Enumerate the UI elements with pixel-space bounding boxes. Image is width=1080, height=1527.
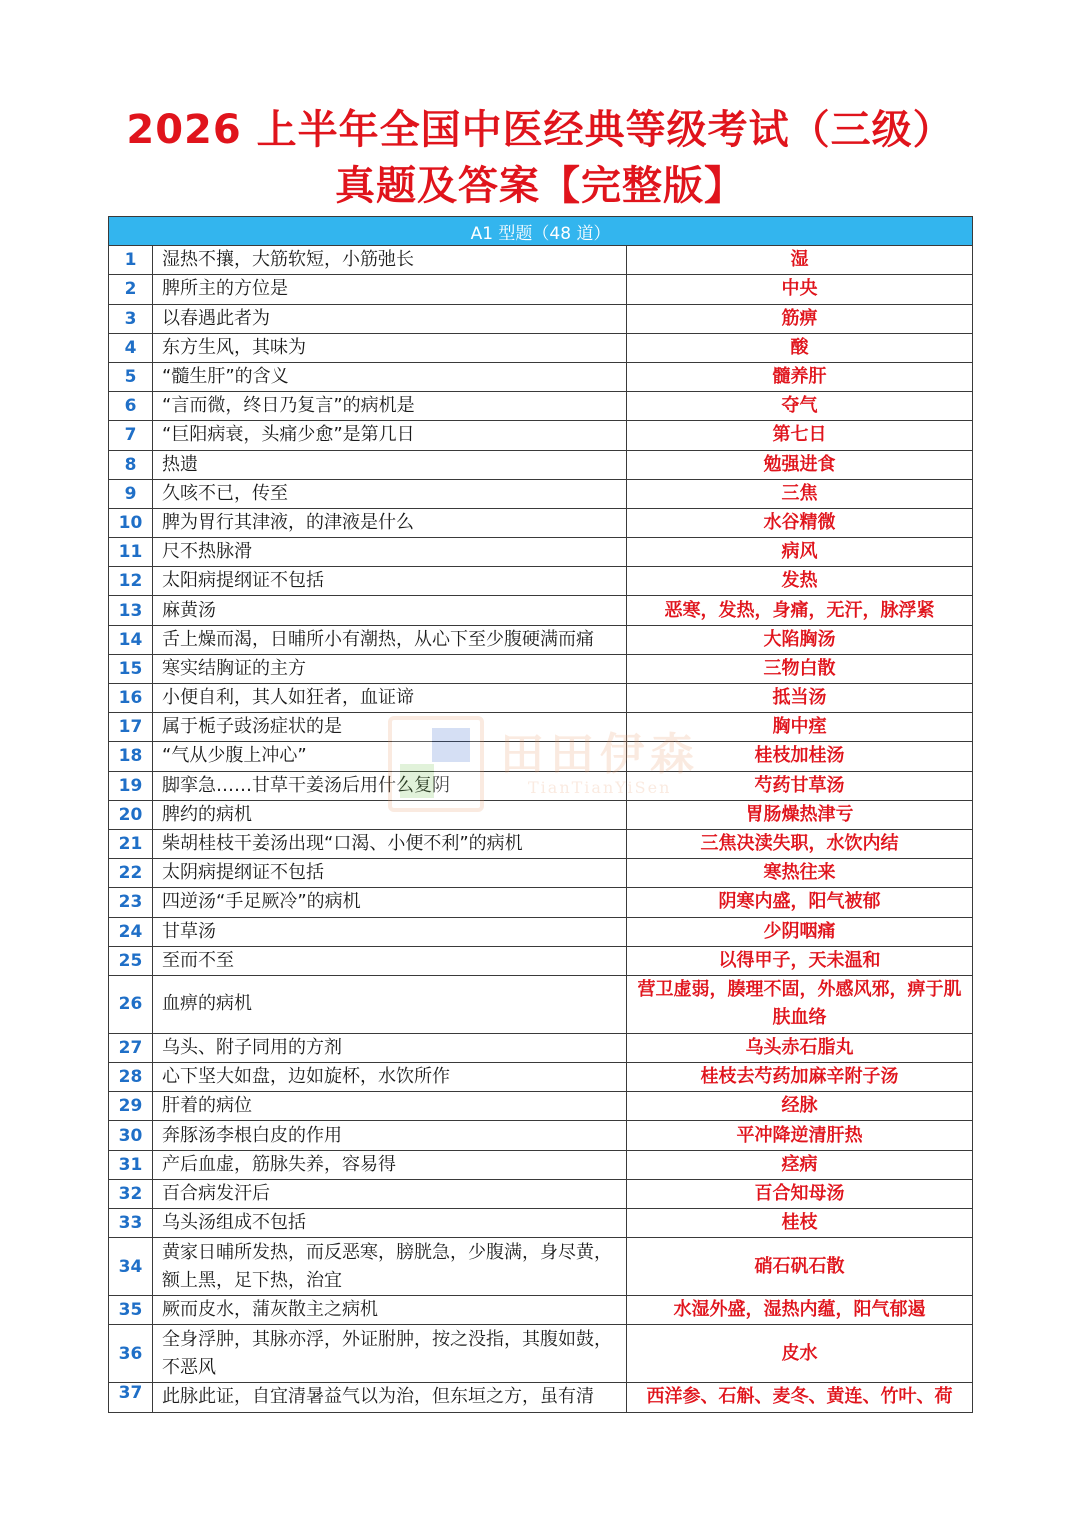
question-text: 柴胡桂枝干姜汤出现“口渴、小便不利”的病机 bbox=[153, 829, 627, 858]
table-row bbox=[109, 1033, 973, 1062]
question-number: 4 bbox=[109, 333, 153, 362]
question-text: 尺不热脉滑 bbox=[153, 538, 627, 567]
question-text: 舌上燥而渴，日晡所小有潮热，从心下至少腹硬满而痛 bbox=[153, 625, 627, 654]
table-row bbox=[109, 829, 973, 858]
question-number: 5 bbox=[109, 362, 153, 391]
answer-text: 恶寒，发热，身痛，无汗，脉浮紧 bbox=[627, 596, 973, 625]
table-row bbox=[109, 567, 973, 596]
section-header-row bbox=[109, 217, 973, 246]
question-number: 2 bbox=[109, 275, 153, 304]
table-row bbox=[109, 946, 973, 975]
question-text: 乌头、附子同用的方剂 bbox=[153, 1033, 627, 1062]
question-text: 湿热不攘，大筋软短，小筋弛长 bbox=[153, 246, 627, 275]
answer-text: 西洋参、石斛、麦冬、黄连、竹叶、荷 bbox=[627, 1383, 973, 1412]
document-title-line1: 2026 上半年全国中医经典等级考试（三级） bbox=[126, 107, 954, 153]
watermark-text: 田田伊森 bbox=[500, 729, 700, 780]
table-row bbox=[109, 538, 973, 567]
table-row bbox=[109, 859, 973, 888]
answer-text: 三物白散 bbox=[627, 654, 973, 683]
question-text: 全身浮肿，其脉亦浮，外证胕肿，按之没指，其腹如鼓，不恶风 bbox=[153, 1325, 627, 1383]
question-text: “气从少腹上冲心” bbox=[153, 742, 627, 771]
question-number: 26 bbox=[109, 975, 153, 1033]
question-number: 22 bbox=[109, 859, 153, 888]
answer-text: 发热 bbox=[627, 567, 973, 596]
question-number: 10 bbox=[109, 508, 153, 537]
table-row bbox=[109, 975, 973, 1033]
question-number: 34 bbox=[109, 1238, 153, 1296]
answer-text: 三焦 bbox=[627, 479, 973, 508]
table-row bbox=[109, 684, 973, 713]
table-row bbox=[109, 450, 973, 479]
answer-text: 抵当汤 bbox=[627, 684, 973, 713]
table-row bbox=[109, 1209, 973, 1238]
question-text: 热遗 bbox=[153, 450, 627, 479]
question-text: 小便自利，其人如狂者，血证谛 bbox=[153, 684, 627, 713]
question-number: 15 bbox=[109, 654, 153, 683]
answer-text: 平冲降逆清肝热 bbox=[627, 1121, 973, 1150]
question-number: 7 bbox=[109, 421, 153, 450]
table-row bbox=[109, 275, 973, 304]
answer-text: 阴寒内盛，阳气被郁 bbox=[627, 888, 973, 917]
question-text: 脾约的病机 bbox=[153, 800, 627, 829]
question-text: 心下坚大如盘，边如旋杯，水饮所作 bbox=[153, 1063, 627, 1092]
table-row bbox=[109, 1325, 973, 1383]
question-number: 27 bbox=[109, 1033, 153, 1062]
section-header: A1 型题（48 道） bbox=[109, 217, 973, 246]
table-row bbox=[109, 654, 973, 683]
answer-text: 湿 bbox=[627, 246, 973, 275]
question-text: 脾为胃行其津液，的津液是什么 bbox=[153, 508, 627, 537]
table-row bbox=[109, 800, 973, 829]
question-text: 乌头汤组成不包括 bbox=[153, 1209, 627, 1238]
question-text: 血痹的病机 bbox=[153, 975, 627, 1033]
question-number: 8 bbox=[109, 450, 153, 479]
answer-text: 硝石矾石散 bbox=[627, 1238, 973, 1296]
answer-text: 皮水 bbox=[627, 1325, 973, 1383]
answer-text: 胸中痓 bbox=[627, 713, 973, 742]
question-text: 至而不至 bbox=[153, 946, 627, 975]
question-number: 37 bbox=[109, 1383, 153, 1412]
question-number: 21 bbox=[109, 829, 153, 858]
question-number: 11 bbox=[109, 538, 153, 567]
question-number: 25 bbox=[109, 946, 153, 975]
answer-text: 桂枝去芍药加麻辛附子汤 bbox=[627, 1063, 973, 1092]
question-number: 13 bbox=[109, 596, 153, 625]
question-number: 23 bbox=[109, 888, 153, 917]
answer-text: 夺气 bbox=[627, 392, 973, 421]
question-number: 33 bbox=[109, 1209, 153, 1238]
question-number: 32 bbox=[109, 1179, 153, 1208]
question-number: 18 bbox=[109, 742, 153, 771]
answer-text: 百合知母汤 bbox=[627, 1179, 973, 1208]
question-text: “言而微，终日乃复言”的病机是 bbox=[153, 392, 627, 421]
question-text: 黄家日晡所发热，而反恶寒，膀胱急，少腹满，身尽黄，额上黑，足下热，治宜 bbox=[153, 1238, 627, 1296]
table-row bbox=[109, 1296, 973, 1325]
watermark-subtext: TianTianYiSen bbox=[528, 778, 672, 797]
question-text: 麻黄汤 bbox=[153, 596, 627, 625]
answer-text: 乌头赤石脂丸 bbox=[627, 1033, 973, 1062]
answer-text: 水谷精微 bbox=[627, 508, 973, 537]
answer-text: 寒热往来 bbox=[627, 859, 973, 888]
question-text: 以春遇此者为 bbox=[153, 304, 627, 333]
question-number: 17 bbox=[109, 713, 153, 742]
question-number: 24 bbox=[109, 917, 153, 946]
answer-text: 病风 bbox=[627, 538, 973, 567]
table-row bbox=[109, 713, 973, 742]
answer-text: 大陷胸汤 bbox=[627, 625, 973, 654]
table-row bbox=[109, 1150, 973, 1179]
answer-text: 芍药甘草汤 bbox=[627, 771, 973, 800]
question-text: 此脉此证，自宜清暑益气以为治，但东垣之方，虽有清 bbox=[153, 1383, 627, 1412]
question-text: 四逆汤“手足厥冷”的病机 bbox=[153, 888, 627, 917]
table-row bbox=[109, 1383, 973, 1412]
answer-text: 酸 bbox=[627, 333, 973, 362]
table-row bbox=[109, 392, 973, 421]
question-number: 20 bbox=[109, 800, 153, 829]
table-row bbox=[109, 1179, 973, 1208]
answer-text: 以得甲子，天未温和 bbox=[627, 946, 973, 975]
question-text: 产后血虚，筋脉失养，容易得 bbox=[153, 1150, 627, 1179]
answer-text: 营卫虚弱，腠理不固，外感风邪，痹于肌肤血络 bbox=[627, 975, 973, 1033]
question-number: 1 bbox=[109, 246, 153, 275]
table-row bbox=[109, 771, 973, 800]
question-number: 9 bbox=[109, 479, 153, 508]
question-text: 属于栀子豉汤症状的是 bbox=[153, 713, 627, 742]
question-number: 36 bbox=[109, 1325, 153, 1383]
question-number: 28 bbox=[109, 1063, 153, 1092]
table-row bbox=[109, 917, 973, 946]
question-number: 29 bbox=[109, 1092, 153, 1121]
answer-text: 三焦决渎失职，水饮内结 bbox=[627, 829, 973, 858]
question-answer-table bbox=[108, 216, 973, 1413]
table-row bbox=[109, 304, 973, 333]
question-text: “巨阳病衰，头痛少愈”是第几日 bbox=[153, 421, 627, 450]
table-row bbox=[109, 742, 973, 771]
table-row bbox=[109, 333, 973, 362]
question-number: 16 bbox=[109, 684, 153, 713]
question-number: 3 bbox=[109, 304, 153, 333]
question-number: 30 bbox=[109, 1121, 153, 1150]
question-number: 6 bbox=[109, 392, 153, 421]
question-number: 31 bbox=[109, 1150, 153, 1179]
answer-text: 筋痹 bbox=[627, 304, 973, 333]
question-number: 12 bbox=[109, 567, 153, 596]
answer-text: 中央 bbox=[627, 275, 973, 304]
table-row bbox=[109, 888, 973, 917]
question-text: 甘草汤 bbox=[153, 917, 627, 946]
answer-text: 经脉 bbox=[627, 1092, 973, 1121]
table-row bbox=[109, 1121, 973, 1150]
answer-text: 桂枝 bbox=[627, 1209, 973, 1238]
table-row bbox=[109, 246, 973, 275]
question-number: 35 bbox=[109, 1296, 153, 1325]
question-text: 厥而皮水，蒲灰散主之病机 bbox=[153, 1296, 627, 1325]
question-text: 脾所主的方位是 bbox=[153, 275, 627, 304]
answer-text: 第七日 bbox=[627, 421, 973, 450]
table-row bbox=[109, 421, 973, 450]
question-text: 久咳不已，传至 bbox=[153, 479, 627, 508]
answer-text: 少阴咽痛 bbox=[627, 917, 973, 946]
table-row bbox=[109, 1238, 973, 1296]
question-number: 14 bbox=[109, 625, 153, 654]
answer-text: 髓养肝 bbox=[627, 362, 973, 391]
table-row bbox=[109, 1092, 973, 1121]
document-title-line2: 真题及答案【完整版】 bbox=[335, 163, 745, 209]
question-text: 东方生风，其味为 bbox=[153, 333, 627, 362]
question-text: 百合病发汗后 bbox=[153, 1179, 627, 1208]
answer-text: 痉病 bbox=[627, 1150, 973, 1179]
answer-text: 桂枝加桂汤 bbox=[627, 742, 973, 771]
table-row bbox=[109, 508, 973, 537]
answer-text: 水湿外盛，湿热内蕴，阳气郁遏 bbox=[627, 1296, 973, 1325]
question-text: 寒实结胸证的主方 bbox=[153, 654, 627, 683]
question-text: “髓生肝”的含义 bbox=[153, 362, 627, 391]
table-row bbox=[109, 625, 973, 654]
table-row bbox=[109, 1063, 973, 1092]
question-number: 19 bbox=[109, 771, 153, 800]
question-text: 奔豚汤李根白皮的作用 bbox=[153, 1121, 627, 1150]
question-text: 脚挛急……甘草干姜汤后用什么复阴 bbox=[153, 771, 627, 800]
question-text: 太阴病提纲证不包括 bbox=[153, 859, 627, 888]
question-text: 肝着的病位 bbox=[153, 1092, 627, 1121]
question-text: 太阳病提纲证不包括 bbox=[153, 567, 627, 596]
table-row bbox=[109, 596, 973, 625]
table-row bbox=[109, 479, 973, 508]
answer-text: 胃肠燥热津亏 bbox=[627, 800, 973, 829]
answer-text: 勉强进食 bbox=[627, 450, 973, 479]
table-row bbox=[109, 362, 973, 391]
